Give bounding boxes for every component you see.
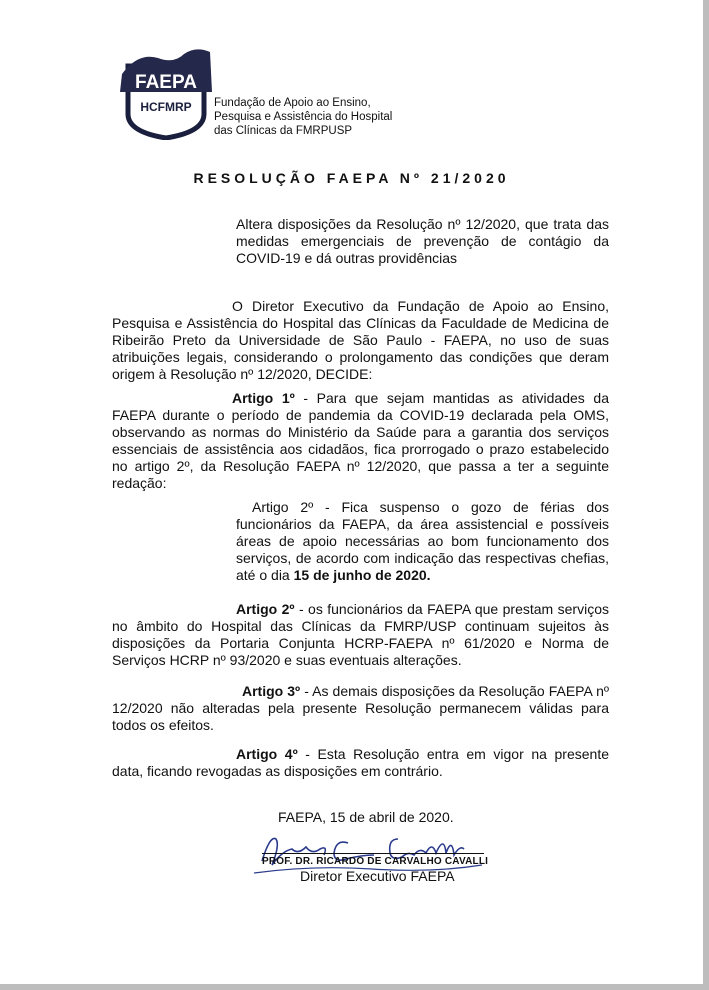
article-1 bbox=[112, 390, 609, 492]
article-4 bbox=[112, 746, 609, 780]
article-3-text: - As demais disposições da Resolução FAEPA nº 12/2020 não alteradas pela presente Resolução permanecem válidas para todos os efeitos. bbox=[112, 683, 609, 733]
org-line-1: Fundação de Apoio ao Ensino, bbox=[214, 97, 371, 109]
article-4-text: - Esta Resolução entra em vigor na presente data, ficando revogadas as disposições em contrário. bbox=[112, 746, 609, 779]
article-2 bbox=[112, 601, 609, 669]
signer-role: Diretor Executivo FAEPA bbox=[300, 868, 455, 884]
quote-date: 15 de junho de 2020 bbox=[293, 567, 427, 583]
org-line-2: Pesquisa e Assistência do Hospital bbox=[214, 111, 393, 123]
resolution-title: RESOLUÇÃO FAEPA Nº 21/2020 bbox=[193, 170, 510, 186]
date-line: FAEPA, 15 de abril de 2020. bbox=[278, 809, 454, 825]
logo-sub-text: HCFMRP bbox=[140, 100, 192, 114]
article-1-text: - Para que sejam mantidas as atividades da FAEPA durante o período de pandemia da COVID-19 declarada pela OMS, observando as normas do Ministério da Saúde para a garantia dos serviços essenciais de assistência aos cidadãos, fica prorrogado o prazo estabelecido no artigo 2º, da Resolução FAEPA nº 12/2020, que passa a ter a seguinte redação: bbox=[112, 390, 609, 491]
signer-name: PROF. DR. RICARDO DE CARVALHO CAVALLI bbox=[262, 856, 489, 867]
ementa: Altera disposições da Resolução nº 12/2020, que trata das medidas emergenciais de prevenção de contágio da COVID-19 e dá outras providências bbox=[236, 216, 609, 266]
signature-line bbox=[262, 853, 484, 854]
quote-text: Artigo 2º - Fica suspenso o gozo de férias dos funcionários da FAEPA, da área assistencial e possíveis áreas de apoio necessárias ao bom funcionamento dos serviços, de acordo com indicação das respectivas chefias, até o dia bbox=[236, 499, 609, 583]
faepa-logo bbox=[118, 44, 214, 140]
article-3-label: Artigo 3º bbox=[242, 683, 301, 699]
org-line-3: das Clínicas da FMRPUSP bbox=[214, 125, 353, 137]
organization-name bbox=[214, 96, 392, 138]
article-3 bbox=[112, 683, 609, 734]
article-2-text: - os funcionários da FAEPA que prestam serviços no âmbito do Hospital das Clínicas da FMRP/USP continuam sujeitos às disposições da Portaria Conjunta HCRP-FAEPA nº 61/2020 e Norma de Serviços HCRP nº 93/2020 e suas eventuais alterações. bbox=[112, 601, 609, 668]
logo-brand-text: FAEPA bbox=[135, 72, 197, 93]
letterhead bbox=[118, 44, 398, 140]
article-4-label: Artigo 4º bbox=[236, 746, 298, 762]
quote-end: . bbox=[426, 567, 431, 583]
article-2-label: Artigo 2º bbox=[236, 601, 295, 617]
preamble: O Diretor Executivo da Fundação de Apoio ao Ensino, Pesquisa e Assistência do Hospital das Clínicas da Faculdade de Medicina de Ribeirão Preto da Universidade de São Paulo - FAEPA, no uso de suas atribuições legais, considerando o prolongamento das condições que deram origem à Resolução nº 12/2020, DECIDE: bbox=[112, 298, 609, 382]
article-1-label: Artigo 1º bbox=[232, 390, 295, 406]
article-quote bbox=[236, 499, 609, 584]
